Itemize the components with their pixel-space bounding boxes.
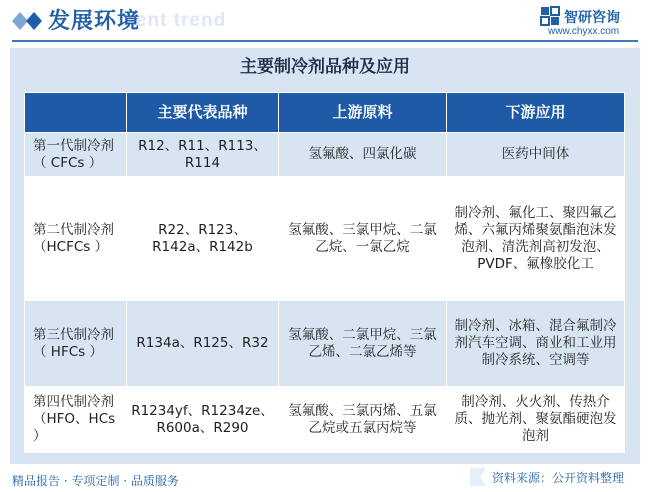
- content-panel: [10, 48, 640, 464]
- generation-cell: 第一代制冷剂（ CFCs ）: [25, 133, 127, 177]
- table-title: 主要制冷剂品种及应用: [240, 57, 410, 77]
- table-header-row: [25, 93, 625, 133]
- raw-materials-cell: 氢氟酸、四氯化碳: [279, 133, 447, 177]
- page-header: [0, 0, 650, 44]
- header-cell-raw-materials: 上游原料: [279, 93, 447, 133]
- generation-cell: 第二代制冷剂（HCFCs ）: [25, 177, 127, 301]
- table-row: [25, 387, 625, 453]
- applications-cell: 制冷剂、冰箱、混合氟制冷剂汽车空调、商业和工业用制冷系统、空调等: [447, 301, 625, 387]
- varieties-cell: R12、R11、R113、R114: [127, 133, 279, 177]
- raw-materials-cell: 氢氟酸、三氯甲烷、二氯乙烷、一氯乙烷: [279, 177, 447, 301]
- varieties-cell: R22、R123、R142a、R142b: [127, 177, 279, 301]
- footer-source: [470, 466, 636, 488]
- raw-materials-cell: 氢氟酸、三氯丙烯、五氯乙烷或五氯丙烷等: [279, 387, 447, 453]
- footer-source-text: 资料来源：公开资料整理: [491, 471, 624, 485]
- header-watermark: ment trend: [118, 10, 227, 31]
- section-title: 发展环境: [48, 9, 141, 34]
- brand-url: www.chyxx.com: [548, 26, 620, 37]
- source-tag-icon: [470, 468, 486, 486]
- table-row: [25, 133, 625, 177]
- page-footer: [0, 466, 650, 492]
- generation-cell: 第三代制冷剂（ HFCs ）: [25, 301, 127, 387]
- varieties-cell: R1234yf、R1234ze、R600a、R290: [127, 387, 279, 453]
- header-cell-applications: 下游应用: [447, 93, 625, 133]
- refrigerant-table: [24, 92, 625, 453]
- applications-cell: 制冷剂、火火剂、传热介质、抛光剂、聚氨酯硬泡发泡剂: [447, 387, 625, 453]
- brand-logo-icon: [540, 6, 560, 26]
- varieties-cell: R134a、R125、R32: [127, 301, 279, 387]
- diamond-icon: [12, 10, 46, 32]
- header-divider: [12, 40, 638, 42]
- raw-materials-cell: 氢氟酸、二氯甲烷、三氯乙烯、二氯乙烯等: [279, 301, 447, 387]
- generation-cell: 第四代制冷剂（HFO、HCs ）: [25, 387, 127, 453]
- table-row: [25, 301, 625, 387]
- applications-cell: 医药中间体: [447, 133, 625, 177]
- applications-cell: 制冷剂、氟化工、聚四氟乙烯、六氟丙烯聚氨酯泡沫发泡剂、清洗剂高初发泡、PVDF、氟橡胶化工: [447, 177, 625, 301]
- footer-services: 精品报告 · 专项定制 · 品质服务: [12, 474, 179, 488]
- table-row: [25, 177, 625, 301]
- brand-name: 智研咨询: [564, 10, 620, 26]
- header-cell-generation: [25, 93, 127, 133]
- brand: [540, 4, 636, 38]
- header-cell-varieties: 主要代表品种: [127, 93, 279, 133]
